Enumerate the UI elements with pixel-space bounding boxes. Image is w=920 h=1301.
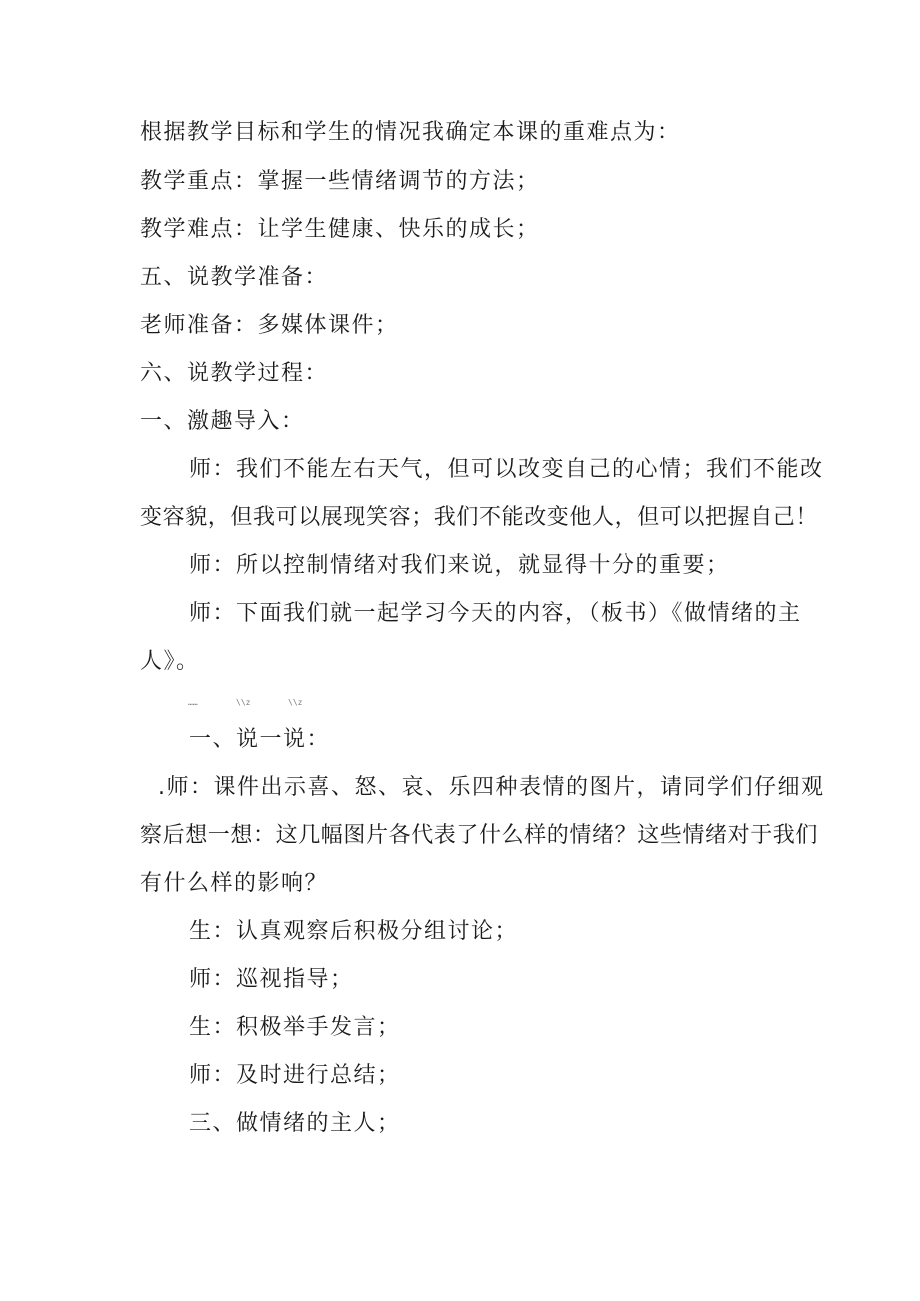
- paragraph-today-content-line-2: 人》。: [140, 649, 200, 674]
- paragraph-student-discussion: 生：认真观察后积极分组讨论；: [189, 919, 519, 944]
- paragraph-teacher-intro-line-1: 师：我们不能左右天气，但可以改变自己的心情；我们不能改: [189, 457, 824, 482]
- paragraph-emotion-pictures-line-1: .师：课件出示喜、怒、哀、乐四种表情的图片，请同学们仔细观: [158, 775, 825, 800]
- heading-teaching-preparation: 五、说教学准备：: [140, 265, 329, 290]
- text-line-key-difficulty-intro: 根据教学目标和学生的情况我确定本课的重难点为：: [140, 120, 681, 145]
- heading-interest-introduction: 一、激趣导入：: [140, 409, 305, 434]
- scan-mark: \\z: [236, 698, 251, 707]
- heading-teaching-process: 六、说教学过程：: [140, 361, 329, 386]
- heading-say-it: 一、说一说：: [189, 727, 331, 752]
- text-line-teaching-difficulty: 教学难点：让学生健康、快乐的成长；: [140, 217, 540, 242]
- text-line-teaching-focus: 教学重点：掌握一些情绪调节的方法；: [140, 169, 540, 194]
- paragraph-control-emotion: 师：所以控制情绪对我们来说，就显得十分的重要；: [189, 553, 730, 578]
- scan-mark: \\z: [288, 698, 303, 707]
- scan-mark: ……: [188, 698, 198, 707]
- paragraph-teacher-summary: 师：及时进行总结；: [189, 1063, 401, 1088]
- scan-artifact-marks: [188, 697, 328, 709]
- paragraph-student-speak: 生：积极举手发言；: [189, 1015, 401, 1040]
- paragraph-today-content-line-1: 师：下面我们就一起学习今天的内容，（板书）《做情绪的主: [189, 601, 802, 626]
- paragraph-teacher-intro-line-2: 变容貌，但我可以展现笑容；我们不能改变他人，但可以把握自己！: [140, 505, 819, 530]
- heading-master-of-emotions: 三、做情绪的主人；: [189, 1111, 401, 1136]
- paragraph-emotion-pictures-line-3: 有什么样的影响？: [140, 871, 329, 896]
- text-line-teacher-preparation: 老师准备：多媒体课件；: [140, 313, 399, 338]
- paragraph-teacher-guidance: 师：巡视指导；: [189, 967, 354, 992]
- paragraph-emotion-pictures-line-2: 察后想一想：这几幅图片各代表了什么样的情绪？这些情绪对于我们: [140, 823, 819, 848]
